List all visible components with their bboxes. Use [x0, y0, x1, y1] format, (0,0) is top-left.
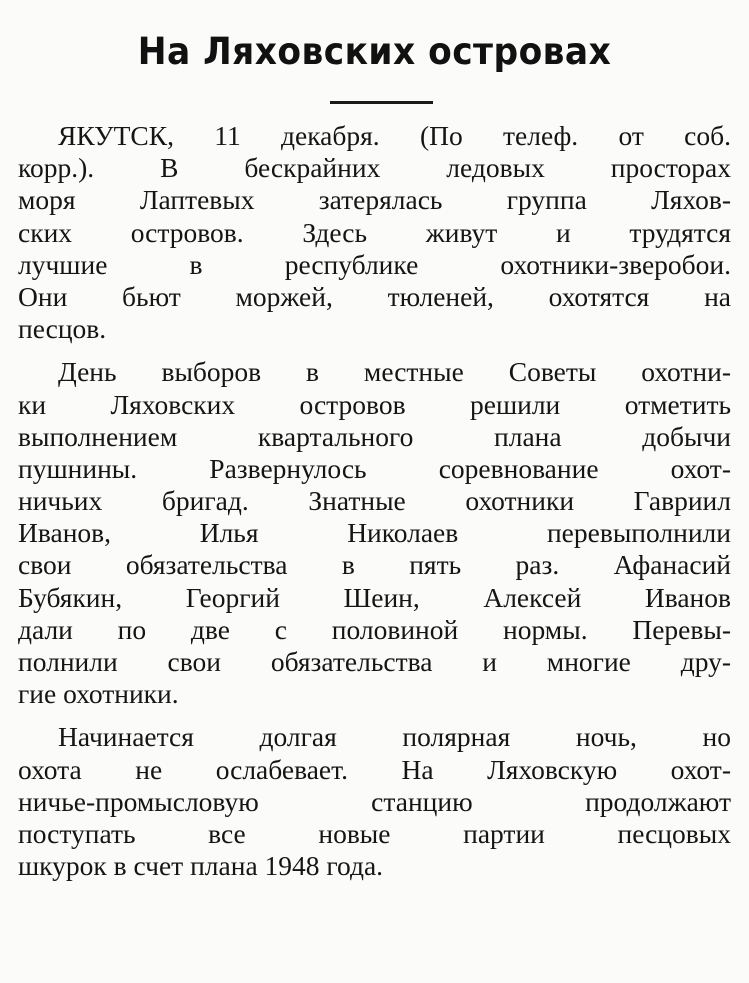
text-line: поступать все новые партии песцовых — [18, 817, 731, 849]
text-line: ничьих бригад. Знатные охотники Гавриил — [18, 485, 731, 517]
text-line: охота не ослабевает. На Ляховскую охот- — [18, 753, 731, 785]
text-line: Бубякин, Георгий Шеин, Алексей Иванов — [18, 581, 732, 613]
text-line: выполнением квартального плана добычи — [18, 420, 731, 452]
text-line: песцов. — [18, 313, 107, 345]
article-paragraph-3 — [18, 721, 731, 882]
text-line: ничье-промысловую станцию продолжают — [18, 785, 732, 817]
text-line: свои обязательства в пять раз. Афанасий — [18, 549, 731, 581]
text-line: День выборов в местные Советы охотни- — [58, 356, 732, 388]
text-line: ских островов. Здесь живут и трудятся — [18, 216, 731, 248]
article-body — [18, 120, 731, 882]
text-line: дали по две с половиной нормы. Перевы- — [18, 613, 731, 645]
text-line: ЯКУТСК, 11 декабря. (По телеф. от соб. — [58, 120, 732, 151]
text-line: Иванов, Илья Николаев перевыполнили — [18, 517, 731, 549]
text-line: полнили свои обязательства и многие дру- — [18, 646, 731, 677]
text-line: Начинается долгая полярная ночь, но — [58, 721, 732, 753]
text-line: корр.). В бескрайних ледовых просторах — [18, 152, 732, 184]
text-line: гие охотники. — [18, 678, 179, 710]
text-line: пушнины. Развернулось соревнование охот- — [18, 452, 731, 484]
article-paragraph-2 — [18, 356, 731, 710]
text-line: моря Лаптевых затерялась группа Ляхов- — [18, 184, 731, 216]
text-line: шкурок в счет плана 1948 года. — [18, 850, 384, 882]
article-headline: На Ляховских островах — [137, 30, 612, 73]
text-line: ки Ляховских островов решили отметить — [18, 388, 732, 420]
article-paragraph-1 — [18, 120, 731, 345]
text-line: Они бьют моржей, тюленей, охотятся на — [18, 280, 731, 312]
text-line: лучшие в республике охотники-зверобои. — [18, 248, 731, 280]
headline-divider — [330, 101, 433, 104]
